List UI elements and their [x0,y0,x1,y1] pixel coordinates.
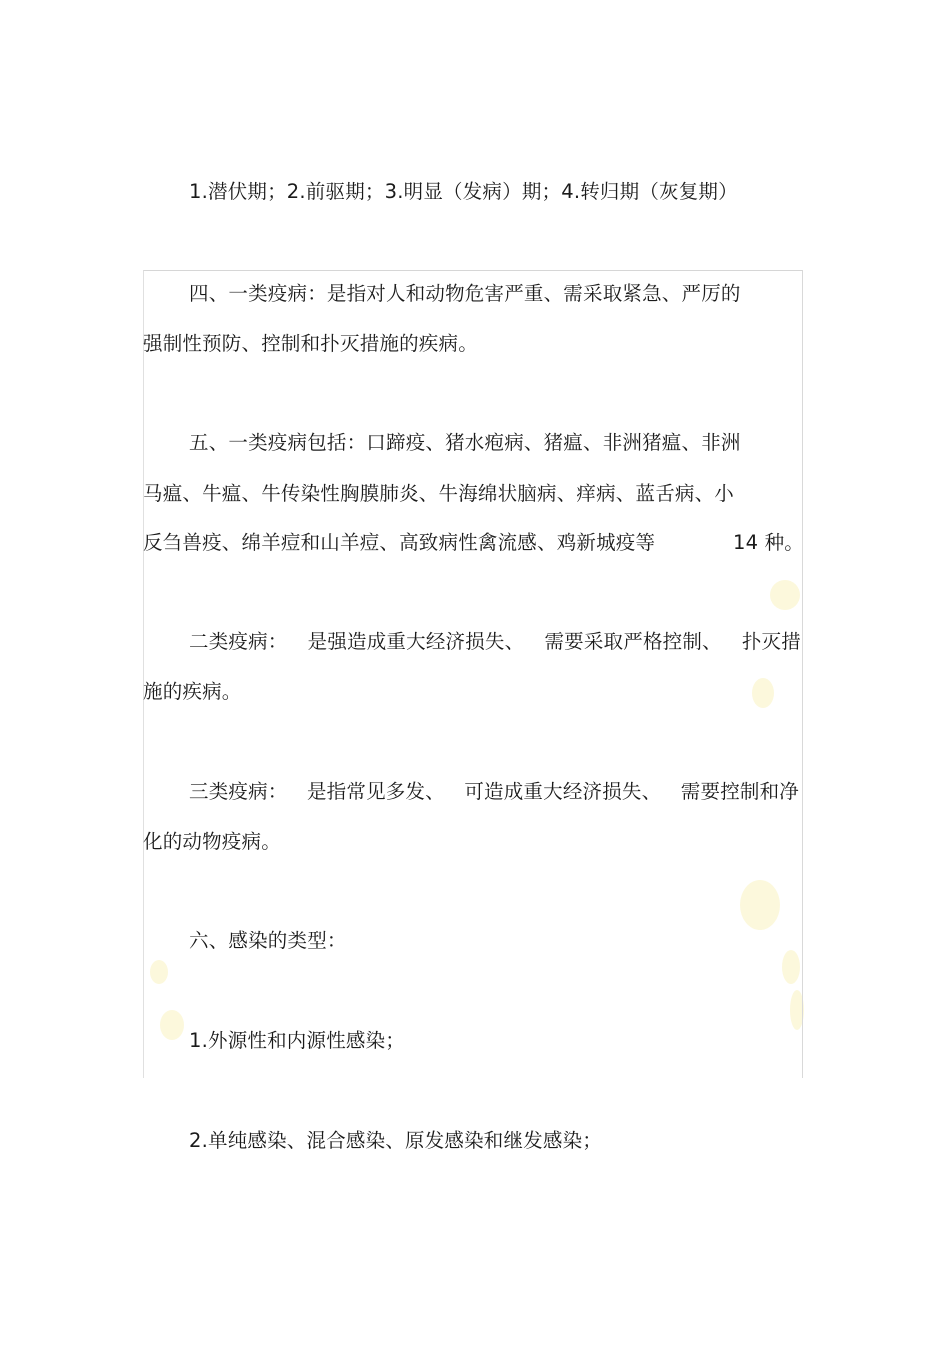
section5-line1: 五、一类疫病包括：口蹄疫、猪水疱病、猪瘟、非洲猪瘟、非洲 [189,431,741,454]
text-frame [143,270,803,1078]
class2-label: 二类疫病： [189,630,288,653]
section6-item2: 2.单纯感染、混合感染、原发感染和继发感染； [189,1129,603,1152]
section5-count: 14 种。 [733,531,805,554]
section4-line1: 四、一类疫病：是指对人和动物危害严重、需采取紧急、严厉的 [189,282,741,305]
class3-text-a: 是指常见多发、 [306,780,445,803]
class3-text-b: 可造成重大经济损失、 [464,780,662,803]
class3-label: 三类疫病： [189,780,288,803]
class3-line2: 化的动物疫病。 [143,830,281,853]
class3-line1 [189,779,799,805]
section5-line2: 马瘟、牛瘟、牛传染性胸膜肺炎、牛海绵状脑病、痒病、蓝舌病、小 [143,482,735,505]
class2-line2: 施的疾病。 [143,680,242,703]
section5-line3: 反刍兽疫、绵羊痘和山羊痘、高致病性禽流感、鸡新城疫等 [143,531,656,554]
class3-text-c: 需要控制和净 [680,780,799,803]
section6-heading: 六、感染的类型： [189,929,347,952]
section4-line2: 强制性预防、控制和扑灭措施的疾病。 [143,332,478,355]
class2-line1 [189,629,801,655]
class2-text-a: 是强造成重大经济损失、 [307,630,525,653]
class2-text-b: 需要采取严格控制、 [544,630,722,653]
section6-item1: 1.外源性和内源性感染； [189,1029,406,1052]
infection-stages: 1.潜伏期；2.前驱期；3.明显（发病）期；4.转归期（灰复期） [189,180,738,203]
class2-text-c: 扑灭措 [741,630,801,653]
